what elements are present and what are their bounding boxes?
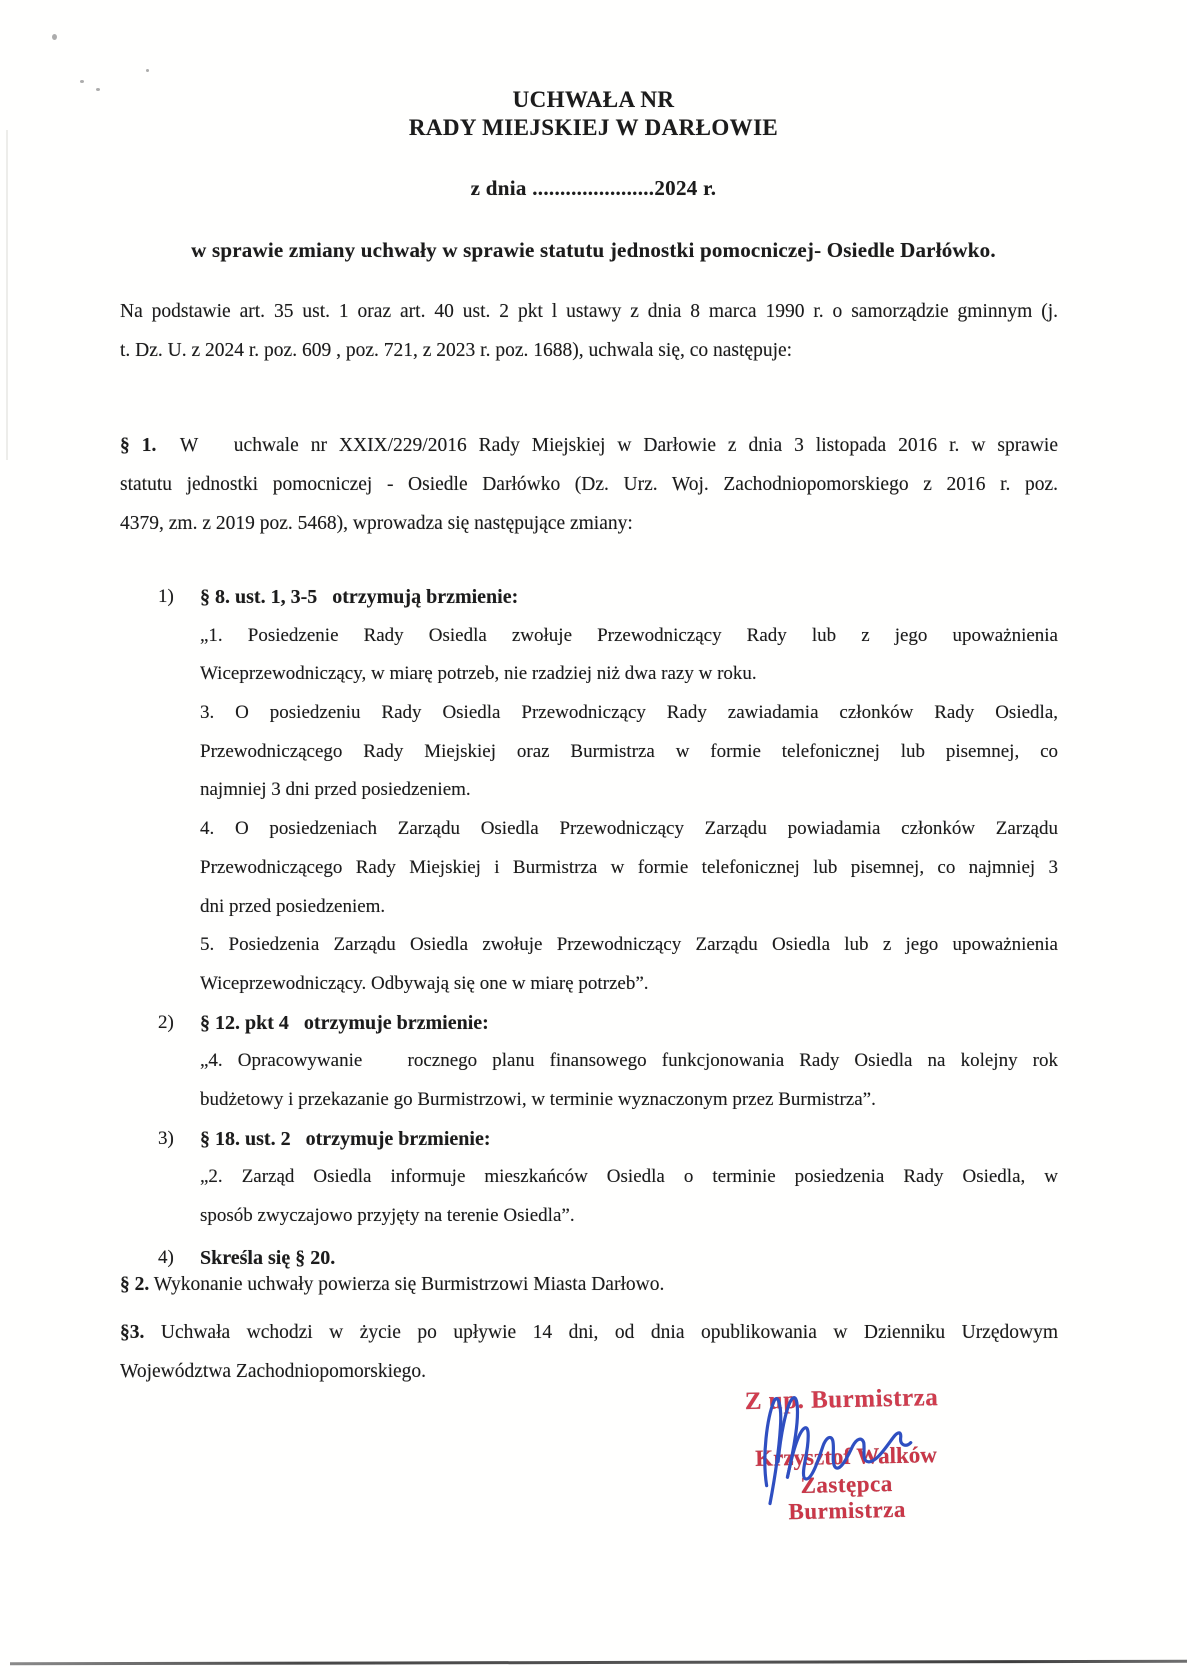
legal-basis-line: t. Dz. U. z 2024 r. poz. 609 , poz. 721, z 2023 r. poz. 1688), uchwala się, co następuje: <box>120 339 793 361</box>
title-line-1: UCHWAŁA NR <box>512 87 675 112</box>
section-2: § 2. Wykonanie uchwały powierza się Burmistrzowi Miasta Darłowo. <box>120 1274 665 1295</box>
amendment-item-2 <box>120 1004 1058 1043</box>
date-line: z dnia ......................2024 r. <box>470 176 717 200</box>
scan-artifact <box>52 34 57 40</box>
section-2-label: § 2. <box>120 1274 150 1295</box>
scan-artifact <box>146 69 149 72</box>
item-number: 2) <box>158 1011 174 1033</box>
quoted-line: najmniej 3 dni przed posiedzeniem. <box>200 779 471 801</box>
amendment-item-3 <box>120 1120 1058 1159</box>
amendment-list <box>120 578 1058 1277</box>
quoted-line: „4. Opracowywanie rocznego planu finansowego funkcjonowania Rady Osiedla na kolejny rok <box>200 1050 1058 1072</box>
section-3 <box>120 1314 1058 1392</box>
item-heading: § 12. pkt 4 otrzymuje brzmienie: <box>200 1011 489 1034</box>
quoted-line: 5. Posiedzenia Zarządu Osiedla zwołuje Przewodniczący Zarządu Osiedla lub z jego upoważnienia <box>200 934 1058 956</box>
quoted-line: Przewodniczącego Rady Miejskiej i Burmistrza w formie telefonicznej lub pisemnej, co najmniej 3 <box>200 856 1058 878</box>
section-1-label: § 1. <box>120 435 157 456</box>
section-3-line: §3. Uchwała wchodzi w życie po upływie 14 dni, od dnia opublikowania w Dzienniku Urzędowym <box>120 1322 1058 1343</box>
title-line-2: RADY MIEJSKIEJ W DARŁOWIE <box>408 115 779 140</box>
section-3-line: Województwa Zachodniopomorskiego. <box>120 1360 427 1382</box>
item-number: 1) <box>158 586 174 607</box>
section-3-label: §3. <box>120 1322 145 1343</box>
quoted-line: „1. Posiedzenie Rady Osiedla zwołuje Przewodniczący Rady lub z jego upoważnienia <box>200 624 1058 646</box>
subject-line: w sprawie zmiany uchwały w sprawie statutu jednostki pomocniczej- Osiedle Darłówko. <box>191 238 996 262</box>
stamp-signer-role: Zastępca Burmistrza <box>788 1470 907 1525</box>
item-heading: § 18. ust. 2 otrzymuje brzmienie: <box>200 1127 491 1150</box>
item-number: 4) <box>158 1246 174 1268</box>
stamp-signer-name: Krzysztof Walków <box>754 1442 938 1471</box>
amendment-item-1 <box>120 578 1058 617</box>
quoted-line: Przewodniczącego Rady Miejskiej oraz Burmistrza w formie telefonicznej lub pisemnej, co <box>200 740 1058 762</box>
scan-edge-line <box>10 1660 1187 1665</box>
item-number: 3) <box>158 1127 174 1149</box>
quoted-line: 3. O posiedzeniu Rady Osiedla Przewodniczący Rady zawiadamia członków Rady Osiedla, <box>200 702 1058 724</box>
quoted-line: 4. O posiedzeniach Zarządu Osiedla Przewodniczący Zarządu powiadamia członków Zarządu <box>200 818 1058 840</box>
section-1-line: § 1. W uchwale nr XXIX/229/2016 Rady Miejskiej w Darłowie z dnia 3 listopada 2016 r. w sprawie <box>120 435 1058 456</box>
quoted-line: sposób zwyczajowo przyjęty na terenie Osiedla”. <box>200 1205 575 1226</box>
section-1-line: statutu jednostki pomocniczej - Osiedle Darłówko (Dz. Urz. Woj. Zachodniopomorskiego z 2016 r. poz. <box>120 473 1058 495</box>
quoted-line: dni przed posiedzeniem. <box>200 895 386 917</box>
quoted-line: budżetowy i przekazanie go Burmistrzowi, w terminie wyznaczonym przez Burmistrza”. <box>200 1088 876 1110</box>
stamp-authority-text: Z up. Burmistrza <box>744 1384 939 1416</box>
signature-stamp <box>739 1384 954 1526</box>
scan-artifact <box>80 80 84 83</box>
item-heading: § 8. ust. 1, 3-5 otrzymują brzmienie: <box>200 586 519 608</box>
section-1 <box>120 427 1058 543</box>
quoted-line: „2. Zarząd Osiedla informuje mieszkańców Osiedla o terminie posiedzenia Rady Osiedla, w <box>200 1166 1058 1188</box>
section-1-line: 4379, zm. z 2019 poz. 5468), wprowadza się następujące zmiany: <box>120 512 633 534</box>
item-heading: Skreśla się § 20. <box>200 1246 336 1269</box>
quoted-line: Wiceprzewodniczący. Odbywają się one w miarę potrzeb”. <box>200 972 649 994</box>
quoted-line: Wiceprzewodniczący, w miarę potrzeb, nie rzadziej niż dwa razy w roku. <box>200 663 757 685</box>
document-title <box>0 86 1187 142</box>
legal-basis-line: Na podstawie art. 35 ust. 1 oraz art. 40 ust. 2 pkt l ustawy z dnia 8 marca 1990 r. o samorządzie gminnym (j. <box>120 301 1058 322</box>
legal-basis-paragraph <box>120 293 1058 371</box>
